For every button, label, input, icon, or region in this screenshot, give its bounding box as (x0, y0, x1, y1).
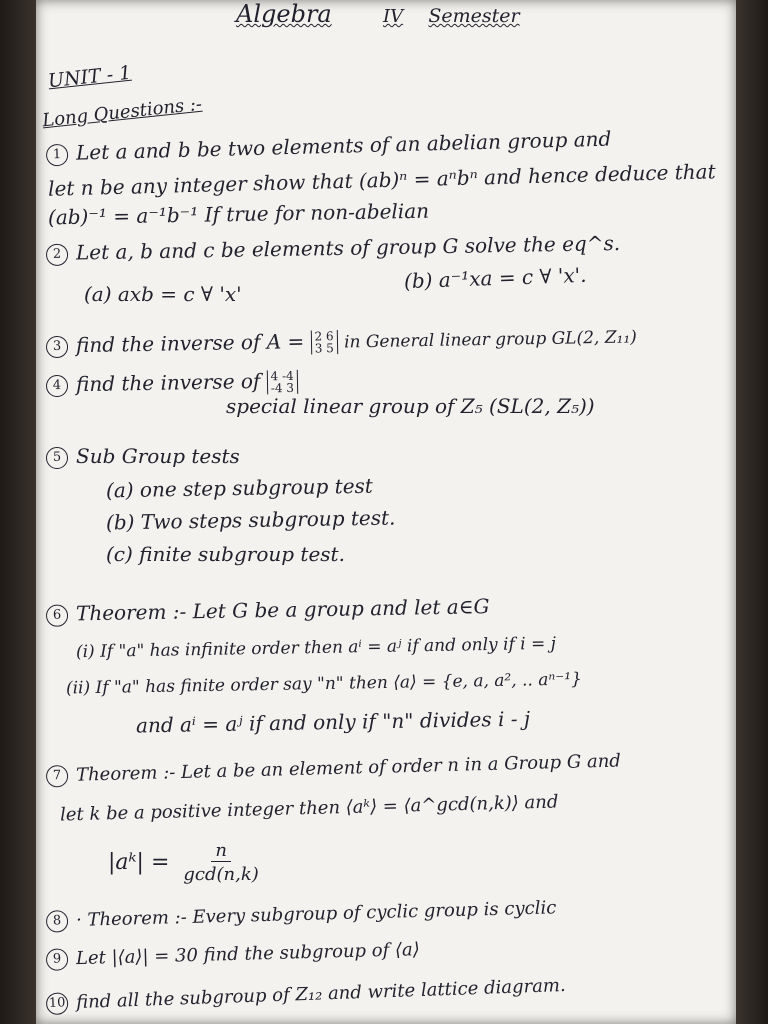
formula-denominator: gcd(n,k) (183, 864, 259, 885)
question-text: find the inverse of (75, 368, 261, 397)
question-text: Let a, b and c be elements of group G solve the eq^s. (75, 230, 621, 265)
question-number: 1 (46, 143, 69, 166)
matrix-b (267, 370, 299, 395)
background-right (736, 0, 768, 1024)
question-9 (46, 939, 420, 971)
question-text: Let |⟨a⟩| = 30 find the subgroup of ⟨a⟩ (75, 939, 421, 970)
question-number: 8 (46, 910, 69, 933)
question-text: find the inverse of A = (75, 329, 305, 358)
semester-number: IV (383, 6, 404, 27)
subject-title: Algebra (236, 0, 332, 28)
question-2 (46, 230, 621, 266)
question-4-line-2: special linear group of Z₅ (SL(2, Z₅)) (226, 394, 595, 418)
question-1-line-3: (ab)⁻¹ = a⁻¹b⁻¹ If true for non-abelian (47, 198, 430, 230)
question-text-suffix: in General linear group GL(2, Z₁₁) (343, 327, 638, 353)
question-text: find all the subgroup of Z₁₂ and write lattice diagram. (75, 974, 567, 1014)
question-text: Theorem :- Let G be a group and let a∈G (75, 594, 490, 626)
question-text: Theorem :- Let a be an element of order n in a Group G and (75, 750, 622, 786)
question-1 (46, 126, 612, 166)
question-6-part-i: (i) If "a" has infinite order then aⁱ = aʲ if and only if i = j (75, 633, 557, 663)
question-number: 6 (46, 604, 68, 626)
matrix-row: 3 5 (314, 341, 334, 356)
question-number: 3 (46, 336, 68, 358)
background-left (0, 0, 36, 1024)
formula-lhs: |aᵏ| = (108, 850, 170, 875)
question-6 (46, 596, 490, 626)
order-formula (108, 840, 263, 885)
question-number: 9 (46, 948, 69, 971)
question-text: · Theorem :- Every subgroup of cyclic group is cyclic (75, 897, 557, 931)
question-number: 10 (46, 992, 69, 1015)
question-6-line-4: and aⁱ = aʲ if and only if "n" divides i - j (135, 706, 531, 738)
question-3 (46, 325, 637, 359)
formula-fraction (179, 840, 262, 885)
matrix-row: -4 3 (270, 380, 295, 396)
question-number: 2 (46, 243, 68, 265)
question-5 (46, 446, 240, 469)
unit-heading: UNIT - 1 (47, 61, 133, 93)
question-8 (46, 897, 557, 932)
question-1-line-2: let n be any integer show that (ab)ⁿ = aⁿbⁿ and hence deduce that (47, 159, 716, 201)
formula-numerator: n (211, 840, 231, 862)
section-heading: Long Questions :- (41, 93, 204, 132)
matrix-row: 4 -4 (270, 368, 294, 384)
question-5-part-c: (c) finite subgroup test. (106, 542, 345, 566)
matrix-row: 2 6 (314, 329, 334, 344)
question-10 (46, 975, 566, 1015)
matrix-a (310, 330, 338, 354)
question-2-part-a: (a) axb = c ∀ 'x' (84, 282, 242, 306)
question-7-line-2: let k be a positive integer then ⟨aᵏ⟩ = ⟨a^gcd(n,k)⟩ and (59, 791, 559, 826)
header (236, 2, 520, 26)
question-5-part-a: (a) one step subgroup test (105, 473, 374, 503)
question-number: 7 (46, 765, 69, 788)
question-number: 5 (46, 447, 68, 469)
question-number: 4 (46, 375, 68, 397)
question-text: Let a and b be two elements of an abelian group and (75, 126, 612, 165)
question-7 (46, 750, 621, 787)
question-5-part-b: (b) Two steps subgroup test. (105, 505, 396, 535)
semester-label: Semester (428, 5, 520, 27)
question-text: Sub Group tests (76, 444, 240, 468)
question-2-part-b: (b) a⁻¹xa = c ∀ 'x'. (403, 262, 587, 294)
notebook-page (36, 0, 736, 1024)
question-6-part-ii: (ii) If "a" has finite order say "n" then ⟨a⟩ = {e, a, a², .. aⁿ⁻¹} (65, 669, 583, 699)
